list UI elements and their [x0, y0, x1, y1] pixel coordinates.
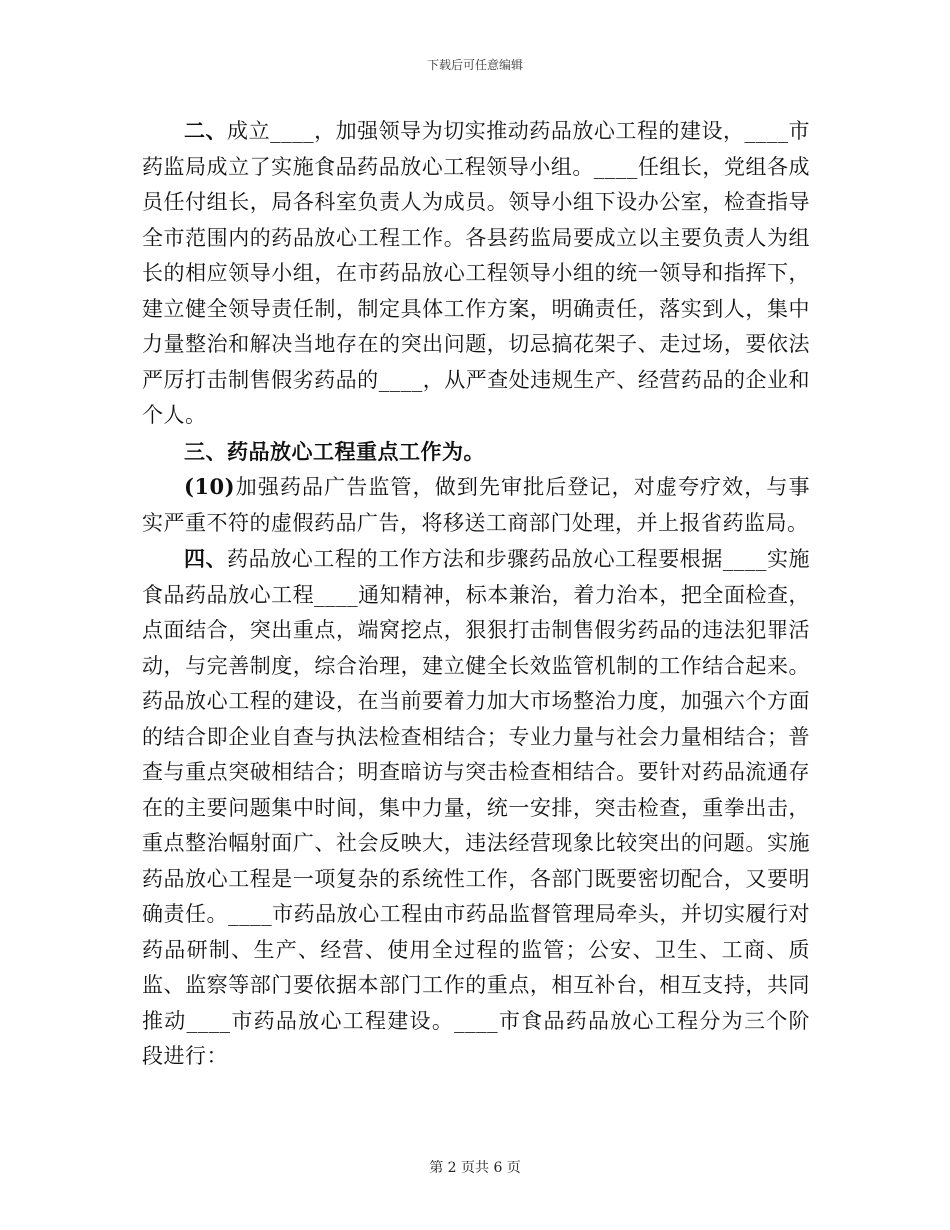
- paragraph-section-4: [142, 541, 810, 1075]
- paragraph-section-3-heading: [142, 434, 810, 470]
- section-3-heading-text: 三、药品放心工程重点工作为。: [184, 438, 485, 464]
- section-2-lead: 二、: [184, 118, 228, 143]
- document-body: [142, 113, 810, 1075]
- header-note: 下载后可任意编辑: [426, 58, 523, 72]
- paragraph-text: 药品放心工程的工作方法和步骤药品放心工程要根据____实施食品药品放心工程____通知精神，标本兼治，着力治本，把全面检查，点面结合，突出重点，端窝挖点，狠狠打击制售假劣药品的违法犯罪活动，与完善制度，综合治理，建立健全长效监管机制的工作结合起来。药品放心工程的建设，在当前要着力加大市场整治力度，加强六个方面的结合即企业自查与执法检查相结合；专业力量与社会力量相结合；普查与重点突破相结合；明查暗访与突击检查相结合。要针对药品流通存在的主要问题集中时间，集中力量，统一安排，突击检查，重拳出击，重点整治幅射面广、社会反映大，违法经营现象比较突出的问题。实施药品放心工程是一项复杂的系统性工作，各部门既要密切配合，又要明确责任。____市药品放心工程由市药品监督管理局牵头，并切实履行对药品研制、生产、经营、使用全过程的监管；公安、卫生、工商、质监、监察等部门要依据本部门工作的重点，相互补台，相互支持，共同推动____市药品放心工程建设。____市食品药品放心工程分为三个阶段进行：: [142, 547, 811, 1068]
- section-4-lead: 四、: [184, 546, 228, 571]
- page-number: 第 2 页共 6 页: [429, 1160, 521, 1176]
- item-10-lead: (10): [184, 474, 236, 499]
- paragraph-text: 加强药品广告监管，做到先审批后登记，对虚夸疗效，与事实严重不符的虚假药品广告，将移送工商部门处理，并上报省药监局。: [142, 475, 810, 535]
- paragraph-section-2: [142, 113, 810, 434]
- paragraph-item-10: [142, 469, 810, 541]
- paragraph-text: 成立____，加强领导为切实推动药品放心工程的建设，____市药监局成立了实施食品药品放心工程领导小组。____任组长，党组各成员任付组长，局各科室负责人为成员。领导小组下设办公室，检查指导全市范围内的药品放心工程工作。各县药监局要成立以主要负责人为组长的相应领导小组，在市药品放心工程领导小组的统一领导和指挥下，建立健全领导责任制，制定具体工作方案，明确责任，落实到人，集中力量整治和解决当地存在的突出问题，切忌搞花架子、走过场，要依法严厉打击制售假劣药品的____，从严查处违规生产、经营药品的企业和个人。: [142, 119, 811, 427]
